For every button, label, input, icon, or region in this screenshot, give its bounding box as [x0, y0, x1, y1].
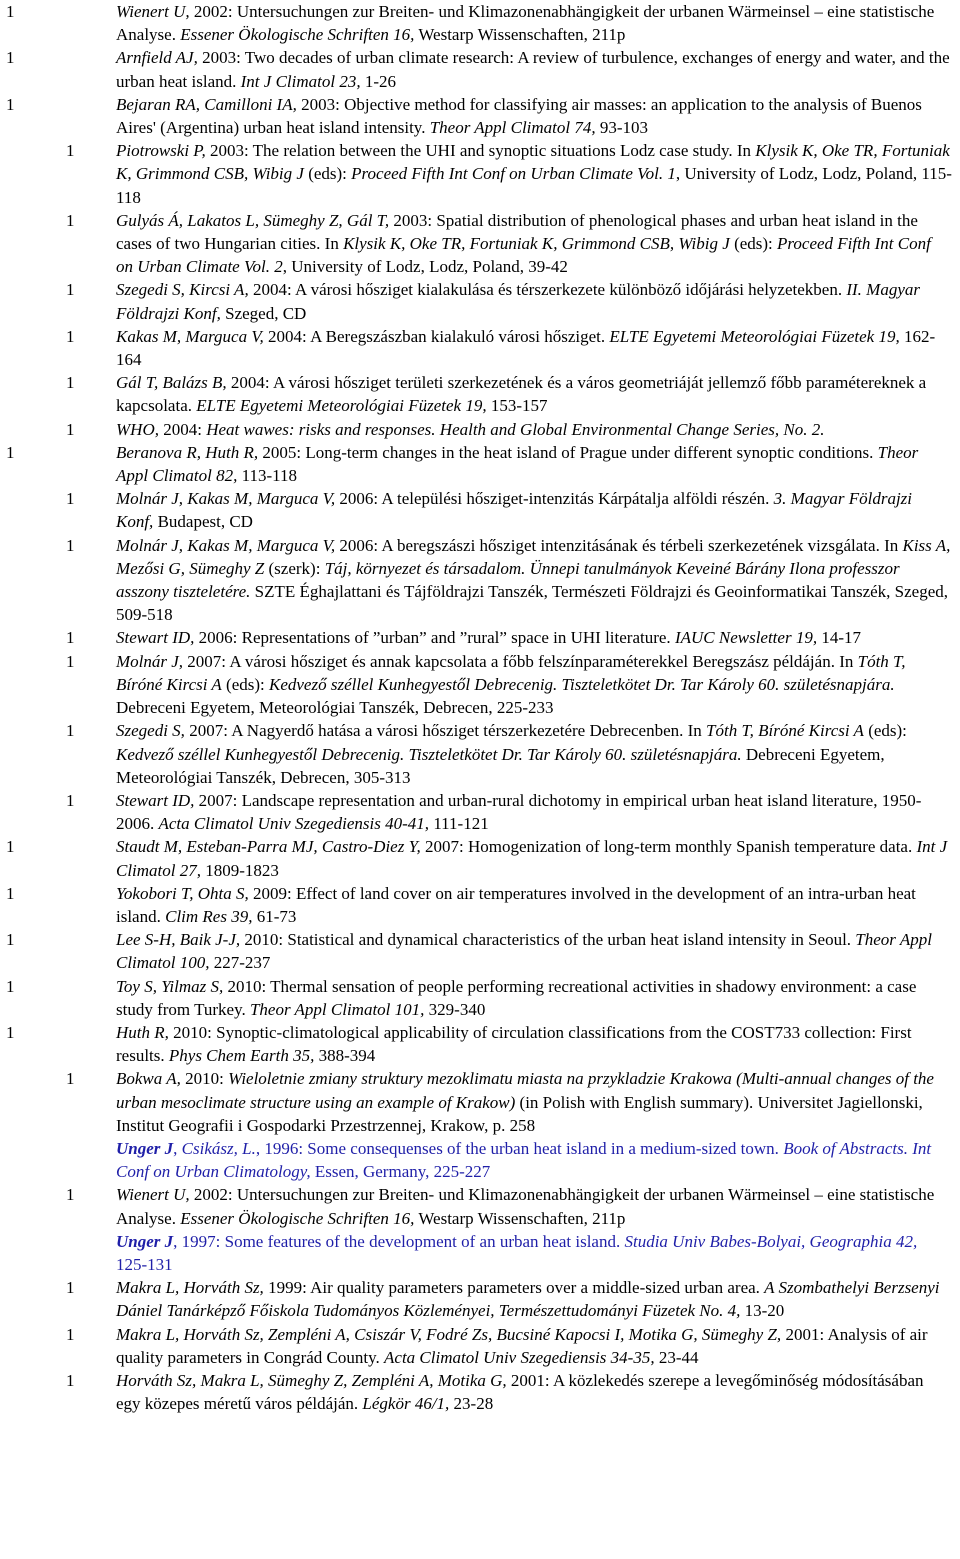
entry-text: [116, 209, 952, 279]
reference-entry: [0, 1276, 960, 1322]
entry-text: [116, 975, 952, 1021]
citation-segment: Westarp Wissenschaften, 211p: [414, 1208, 626, 1228]
citation-segment: 162-164: [116, 326, 936, 370]
citation-segment: 2003: Spatial distribution of phenological phases and urban heat island in the cases of two Hungarian cities. In: [116, 210, 918, 254]
reference-entry: [0, 1183, 960, 1229]
citation-segment: (eds):: [863, 721, 907, 741]
citation-segment: 2001: Analysis of air quality parameters in Congrád County.: [116, 1324, 928, 1367]
citation-italic-segment: Kedvező széllel Kunhegyestől Debrecenig. Tiszteletkötet Dr. Tar Károly 60. születésnapjára.: [116, 744, 742, 764]
entry-number: 1: [6, 930, 15, 950]
citation-italic-segment: Csikász, L.: [181, 1138, 256, 1158]
reference-entry: [0, 835, 960, 881]
citation-italic-segment: Stewart ID,: [116, 628, 195, 648]
citation-italic-segment: Makra L, Horváth Sz,: [116, 1278, 264, 1298]
reference-entry: [0, 1067, 960, 1137]
citation-segment: 2003: Two decades of urban climate research: A review of turbulence, exchanges of energy and water, and the urban heat island.: [116, 48, 950, 91]
citation-italic-segment: Unger J: [116, 1138, 174, 1158]
entry-text: [116, 46, 952, 92]
citation-italic-segment: Theor Appl Climatol 100,: [116, 930, 932, 973]
citation-italic-segment: Theor Appl Climatol 101,: [249, 999, 425, 1019]
citation-italic-segment: Bejaran RA, Camilloni IA,: [116, 94, 297, 114]
citation-italic-segment: WHO,: [116, 419, 159, 439]
citation-italic-segment: Táj, környezet és társadalom. Ünnepi tanulmányok Keveiné Bárány Ilona professzor asszony tiszteletére.: [116, 558, 900, 602]
citation-segment: 2006: Representations of ”urban” and ”rural” space in UHI literature.: [194, 628, 675, 648]
citation-segment: 2001: A közlekedés szerepe a levegőminőség módosításában egy közepes méretű város példáján.: [116, 1370, 924, 1414]
entry-number: 1: [66, 651, 75, 671]
citation-italic-segment: Essener Ökologische Schriften 16,: [180, 1208, 415, 1228]
reference-entry: [0, 325, 960, 371]
entry-text: [116, 719, 952, 789]
citation-segment: 1999: Air quality parameters parameters over a middle-sized urban area.: [263, 1278, 765, 1298]
citation-italic-segment: Yokobori T, Ohta S,: [116, 883, 249, 903]
entry-text: [116, 93, 952, 139]
entry-number: 1: [6, 2, 15, 21]
entry-text: [116, 1230, 952, 1276]
citation-segment: Budapest, CD: [153, 512, 253, 532]
reference-entry: [0, 928, 960, 974]
citation-italic-segment: Acta Climatol Univ Szegediensis 34-35,: [384, 1347, 655, 1367]
citation-segment: 2010: Synoptic-climatological applicability of circulation classifications from the COST733 collection: First results.: [116, 1022, 912, 1066]
entry-number: 1: [6, 883, 15, 903]
citation-segment: (eds):: [221, 674, 269, 694]
reference-entry: [0, 1369, 960, 1415]
reference-entry: [0, 1021, 960, 1067]
entry-text: [116, 534, 952, 627]
citation-italic-segment: Theor Appl Climatol 82,: [116, 442, 919, 486]
reference-entry: [0, 487, 960, 533]
citation-italic-segment: Theor Appl Climatol 74,: [429, 118, 596, 138]
entry-number: 1: [6, 442, 15, 462]
citation-italic-segment: Horváth Sz, Makra L, Sümeghy Z, Zempléni A, Motika G,: [116, 1370, 507, 1390]
citation-segment: 93-103: [595, 118, 649, 138]
citation-segment: 2007: A Nagyerdő hatása a városi hősziget térszerkezetére Debrecenben. In: [184, 721, 707, 741]
entry-number: 1: [66, 141, 75, 161]
citation-segment: Debreceni Egyetem, Meteorológiai Tanszék, Debrecen, 305-313: [116, 744, 885, 787]
citation-italic-segment: Book of Abstracts. Int Conf on Urban Climatology,: [116, 1138, 932, 1182]
entry-text: [116, 1183, 952, 1229]
citation-segment: , University of Lodz, Lodz, Poland, 115-118: [116, 164, 952, 207]
entry-number: 1: [6, 48, 15, 68]
reference-entry: [0, 975, 960, 1021]
citation-italic-segment: Szegedi S,: [116, 721, 185, 741]
entry-text: [116, 0, 952, 46]
reference-entry: [0, 882, 960, 928]
citation-italic-segment: Int J Climatol 27,: [116, 837, 948, 880]
entry-text: [116, 487, 952, 533]
citation-segment: 23-44: [654, 1347, 699, 1367]
citation-segment: SZTE Éghajlattani és Tájföldrajzi Tanszék, Természeti Földrajzi és Geoinformatikai Tanszék, Szeged, 509-518: [116, 582, 949, 625]
citation-italic-segment: ELTE Egyetemi Meteorológiai Füzetek 19,: [609, 326, 900, 346]
citation-italic-segment: Klysik K, Oke TR, Fortuniak K, Grimmond CSB, Wibig J: [343, 234, 730, 254]
entry-text: [116, 1021, 952, 1067]
citation-segment: , 1997: Some features of the development of an urban heat island.: [173, 1231, 625, 1251]
citation-italic-segment: Kedvező széllel Kunhegyestől Debrecenig. Tiszteletkötet Dr. Tar Károly 60. születésnapjára.: [269, 674, 895, 694]
entry-number: 1: [66, 210, 75, 230]
citation-segment: (szerk):: [264, 558, 325, 578]
entry-text: [116, 325, 952, 371]
citation-segment: 2010:: [180, 1069, 229, 1089]
reference-entry: [0, 1230, 960, 1276]
reference-entry: [0, 441, 960, 487]
citation-italic-segment: A Szombathelyi Berzsenyi Dániel Tanárképző Főiskola Tudományos Közleményei, Természettudományi Füzetek No. 4,: [116, 1278, 940, 1321]
citation-italic-segment: Molnár J,: [116, 651, 184, 671]
citation-segment: (eds):: [303, 164, 352, 184]
entry-number: 1: [6, 837, 15, 857]
reference-entry: [0, 418, 960, 441]
citation-italic-segment: Bokwa A,: [116, 1069, 181, 1089]
entry-text: [116, 1276, 952, 1322]
entry-number: 1: [66, 721, 75, 741]
citation-segment: (eds):: [729, 234, 778, 254]
entry-text: [116, 928, 952, 974]
reference-entry: [0, 0, 960, 46]
citation-italic-segment: Kiss A, Mezősi G, Sümeghy Z: [116, 535, 951, 578]
citation-segment: 227-237: [209, 953, 271, 973]
citation-italic-segment: Unger J: [116, 1231, 174, 1251]
citation-italic-segment: Int J Climatol 23,: [240, 71, 361, 91]
reference-entry: [0, 46, 960, 92]
reference-entry: [0, 209, 960, 279]
entry-text: [116, 441, 952, 487]
entry-text: [116, 1323, 952, 1369]
entry-text: [116, 278, 952, 324]
entry-text: [116, 418, 952, 441]
citation-italic-segment: Huth R,: [116, 1022, 169, 1042]
citation-italic-segment: Makra L, Horváth Sz, Zempléni A, Csiszár V, Fodré Zs, Bucsiné Kapocsi I, Motika G, Sümeghy Z,: [116, 1324, 782, 1344]
entry-number: 1: [6, 94, 15, 114]
citation-italic-segment: IAUC Newsletter 19,: [674, 628, 818, 648]
reference-entry: [0, 371, 960, 417]
citation-segment: 2005: Long-term changes in the heat island of Prague under different synoptic conditions.: [258, 442, 878, 462]
citation-italic-segment: Piotrowski P,: [116, 141, 206, 161]
citation-italic-segment: Studia Univ Babes-Bolyai, Geographia 42,: [624, 1231, 918, 1251]
entry-number: 1: [66, 326, 75, 346]
citation-segment: 1-26: [360, 71, 397, 91]
citation-italic-segment: Gál T, Balázs B,: [116, 373, 227, 393]
entry-text: [116, 882, 952, 928]
citation-italic-segment: Szegedi S, Kircsi A,: [116, 280, 249, 300]
citation-segment: 2003: The relation between the UHI and synoptic situations Lodz case study. In: [205, 141, 756, 161]
citation-segment: 2010: Thermal sensation of people performing recreational activities in shadowy environment: a case study from Turkey.: [116, 976, 917, 1019]
citation-segment: ,: [173, 1138, 182, 1158]
citation-segment: 111-121: [429, 814, 489, 834]
entry-text: [116, 139, 952, 209]
citation-italic-segment: Arnfield AJ,: [116, 48, 198, 68]
citation-segment: 2007: Landscape representation and urban-rural dichotomy in empirical urban heat island literature, 1950-2006.: [116, 790, 922, 834]
citation-italic-segment: Molnár J, Kakas M, Marguca V,: [116, 489, 336, 509]
citation-italic-segment: Tóth T, Bíróné Kircsi A: [116, 651, 906, 694]
entry-text: [116, 626, 952, 649]
citation-segment: 113-118: [237, 466, 298, 486]
reference-entry: [0, 719, 960, 789]
reference-entry: [0, 1323, 960, 1369]
reference-entry: [0, 139, 960, 209]
citation-segment: 23-28: [449, 1394, 494, 1414]
entry-number: 1: [66, 489, 75, 509]
entry-text: [116, 835, 952, 881]
reference-entry: [0, 789, 960, 835]
citation-segment: 2007: Homogenization of long-term monthly Spanish temperature data.: [420, 837, 917, 857]
citation-italic-segment: Wieloletnie zmiany struktury mezoklimatu miasta na przykladzie Krakowa (Multi-annual changes of the urban mesoclimate structure using an example of Krakow): [116, 1069, 934, 1112]
citation-segment: 2004: A városi hősziget területi szerkezetének és a város geometriáját jellemző főbb paramétereknek a kapcsolata.: [116, 373, 927, 416]
entry-number: 1: [66, 1278, 75, 1298]
entry-text: [116, 371, 952, 417]
citation-segment: 2004: A városi hősziget kialakulása és térszerkezete különböző időjárási helyzetekben.: [248, 280, 847, 300]
citation-segment: Szeged, CD: [220, 303, 307, 323]
entry-number: 1: [66, 1370, 75, 1390]
entry-number: 1: [66, 419, 75, 439]
citation-segment: 2009: Effect of land cover on air temperatures involved in the development of an intra-urban heat island.: [116, 883, 916, 926]
citation-segment: , 1996: Some consequenses of the urban heat island in a medium-sized town.: [255, 1138, 784, 1158]
citation-segment: 153-157: [486, 396, 548, 416]
citation-segment: , University of Lodz, Lodz, Poland, 39-42: [282, 257, 568, 277]
citation-segment: 2004:: [158, 419, 207, 439]
citation-segment: 2006: A települési hősziget-intenzitás Kárpátalja alföldi részén.: [335, 489, 774, 509]
reference-entry: [0, 93, 960, 139]
citation-italic-segment: II. Magyar Földrajzi Konf,: [116, 280, 920, 323]
citation-segment: 13-20: [740, 1301, 785, 1321]
citation-segment: (in Polish with English summary). Universitet Jagiellonski, Institut Geografii i Gospodarki Przestrzennej, Krakow, p. 258: [116, 1092, 923, 1135]
citation-italic-segment: Proceed Fifth Int Conf on Urban Climate Vol. 1: [351, 164, 676, 184]
citation-segment: 14-17: [817, 628, 861, 648]
citation-italic-segment: Légkör 46/1,: [362, 1394, 450, 1414]
entry-number: 1: [66, 280, 75, 300]
citation-italic-segment: Essener Ökologische Schriften 16,: [180, 25, 415, 45]
citation-italic-segment: Toy S, Yilmaz S,: [116, 976, 224, 996]
citation-segment: 2010: Statistical and dynamical characteristics of the urban heat island intensity in Seoul.: [240, 930, 856, 950]
entry-text: [116, 1067, 952, 1137]
entry-number: 1: [66, 1324, 75, 1344]
entry-number: 1: [66, 535, 75, 555]
citation-italic-segment: Phys Chem Earth 35,: [168, 1046, 315, 1066]
entry-number: 1: [66, 1069, 75, 1089]
entry-text: [116, 789, 952, 835]
citation-italic-segment: Kakas M, Marguca V,: [116, 326, 264, 346]
citation-italic-segment: Gulyás Á, Lakatos L, Sümeghy Z, Gál T,: [116, 210, 390, 230]
citation-segment: 61-73: [252, 906, 297, 926]
citation-italic-segment: Beranova R, Huth R,: [116, 442, 259, 462]
citation-segment: 2006: A beregszászi hősziget intenzitásának és térbeli szerkezetének vizsgálata. In: [335, 535, 903, 555]
citation-italic-segment: Wienert U,: [116, 1185, 190, 1205]
citation-segment: 125-131: [116, 1254, 173, 1274]
citation-segment: Essen, Germany, 225-227: [310, 1162, 491, 1182]
citation-italic-segment: Tóth T, Bíróné Kircsi A: [706, 721, 864, 741]
citation-segment: 2004: A Beregszászban kialakuló városi hősziget.: [263, 326, 610, 346]
citation-italic-segment: Stewart ID,: [116, 790, 195, 810]
entry-text: [116, 1137, 952, 1183]
reference-entry: [0, 534, 960, 627]
entry-number: 1: [66, 628, 75, 648]
citation-segment: Debreceni Egyetem, Meteorológiai Tanszék, Debrecen, 225-233: [116, 698, 554, 718]
citation-segment: 2007: A városi hősziget és annak kapcsolata a főbb felszínparaméterekkel Beregszász példáján. In: [183, 651, 858, 671]
citation-italic-segment: Acta Climatol Univ Szegediensis 40-41,: [158, 814, 430, 834]
entry-number: 1: [6, 1022, 15, 1042]
entry-text: [116, 650, 952, 720]
citation-italic-segment: Wienert U,: [116, 2, 190, 21]
citation-italic-segment: Klysik K, Oke TR, Fortuniak K, Grimmond CSB, Wibig J: [116, 141, 950, 184]
citation-segment: 2003: Objective method for classifying air masses: an application to the analysis of Buenos Aires' (Argentina) urban heat island intensity.: [116, 94, 922, 138]
citation-segment: 329-340: [424, 999, 486, 1019]
reference-entry: [0, 626, 960, 649]
citation-segment: 2002: Untersuchungen zur Breiten- und Klimazonenabhängigkeit der urbanen Wärmeinsel – eine statistische Analyse.: [116, 1185, 935, 1228]
reference-entry: [0, 278, 960, 324]
citation-italic-segment: 3. Magyar Földrajzi Konf,: [116, 489, 913, 532]
citation-italic-segment: Heat wawes: risks and responses. Health and Global Environmental Change Series, No. 2.: [206, 419, 825, 439]
entry-text: [116, 1369, 952, 1415]
citation-italic-segment: Clim Res 39,: [165, 906, 253, 926]
reference-entry: [0, 650, 960, 720]
citation-italic-segment: Proceed Fifth Int Conf on Urban Climate Vol. 2: [116, 234, 931, 277]
citation-italic-segment: Lee S-H, Baik J-J,: [116, 930, 241, 950]
citation-segment: 1809-1823: [201, 860, 279, 880]
entry-number: 1: [66, 1185, 75, 1205]
reference-entry: [0, 1137, 960, 1183]
citation-italic-segment: ELTE Egyetemi Meteorológiai Füzetek 19,: [196, 396, 487, 416]
citation-segment: 388-394: [314, 1046, 376, 1066]
entry-number: 1: [66, 790, 75, 810]
citation-segment: 2002: Untersuchungen zur Breiten- und Klimazonenabhängigkeit der urbanen Wärmeinsel – eine statistische Analyse.: [116, 2, 935, 45]
citation-segment: Westarp Wissenschaften, 211p: [414, 25, 626, 45]
citation-italic-segment: Staudt M, Esteban-Parra MJ, Castro-Diez Y,: [116, 837, 421, 857]
entry-number: 1: [66, 373, 75, 393]
entry-number: 1: [6, 976, 15, 996]
citation-italic-segment: Molnár J, Kakas M, Marguca V,: [116, 535, 336, 555]
